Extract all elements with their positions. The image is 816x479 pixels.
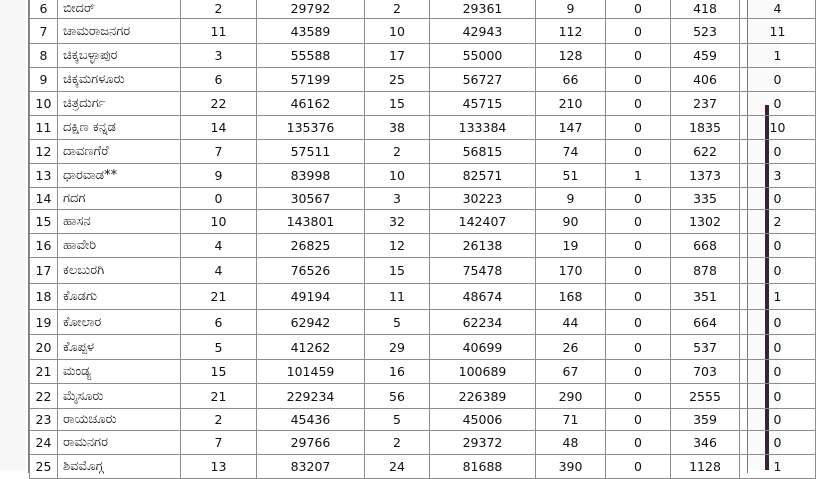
col-7-value: 1302 (671, 210, 740, 234)
col-4-value: 56727 (430, 68, 536, 92)
col-1-value: 5 (181, 335, 257, 360)
col-8-value: 0 (740, 188, 816, 210)
serial-number: 9 (30, 68, 58, 92)
col-4-value: 56815 (430, 140, 536, 164)
district-name: ಬೀದರ್ (58, 0, 181, 19)
col-6-value: 0 (606, 310, 671, 335)
col-6-value: 0 (606, 140, 671, 164)
district-name: ಕೊಪ್ಪಳ (58, 335, 181, 360)
serial-number: 22 (30, 384, 58, 409)
col-6-value: 0 (606, 431, 671, 455)
col-1-value: 4 (181, 234, 257, 258)
col-3-value: 2 (365, 140, 430, 164)
col-2-value: 49194 (257, 284, 365, 310)
col-2-value: 101459 (257, 360, 365, 384)
col-5-value: 67 (536, 360, 606, 384)
col-2-value: 76526 (257, 258, 365, 284)
col-5-value: 147 (536, 116, 606, 140)
col-4-value: 48674 (430, 284, 536, 310)
col-3-value: 29 (365, 335, 430, 360)
serial-number: 8 (30, 44, 58, 68)
district-name: ಮೈಸೂರು (58, 384, 181, 409)
col-3-value: 15 (365, 92, 430, 116)
col-4-value: 62234 (430, 310, 536, 335)
district-name: ಶಿವಮೊಗ್ಗ (58, 455, 181, 479)
table-row (30, 360, 816, 384)
col-8-value: 1 (740, 284, 816, 310)
col-3-value: 24 (365, 455, 430, 479)
col-2-value: 83998 (257, 164, 365, 188)
col-4-value: 81688 (430, 455, 536, 479)
col-3-value: 2 (365, 0, 430, 19)
col-2-value: 29766 (257, 431, 365, 455)
col-8-value: 10 (740, 116, 816, 140)
col-1-value: 14 (181, 116, 257, 140)
col-8-value: 1 (740, 455, 816, 479)
col-5-value: 9 (536, 188, 606, 210)
col-7-value: 237 (671, 92, 740, 116)
serial-number: 16 (30, 234, 58, 258)
col-2-value: 46162 (257, 92, 365, 116)
table-row (30, 44, 816, 68)
serial-number: 11 (30, 116, 58, 140)
col-6-value: 0 (606, 409, 671, 431)
col-1-value: 11 (181, 19, 257, 44)
col-4-value: 100689 (430, 360, 536, 384)
district-name: ಗದಗ (58, 188, 181, 210)
col-8-value: 0 (740, 258, 816, 284)
col-7-value: 359 (671, 409, 740, 431)
col-5-value: 26 (536, 335, 606, 360)
col-3-value: 32 (365, 210, 430, 234)
col-7-value: 664 (671, 310, 740, 335)
col-7-value: 523 (671, 19, 740, 44)
col-3-value: 2 (365, 431, 430, 455)
col-2-value: 43589 (257, 19, 365, 44)
col-4-value: 55000 (430, 44, 536, 68)
col-3-value: 5 (365, 409, 430, 431)
col-7-value: 406 (671, 68, 740, 92)
col-8-value: 0 (740, 409, 816, 431)
col-7-value: 459 (671, 44, 740, 68)
table-row (30, 0, 816, 19)
col-1-value: 6 (181, 310, 257, 335)
col-6-value: 1 (606, 164, 671, 188)
serial-number: 23 (30, 409, 58, 431)
col-3-value: 38 (365, 116, 430, 140)
serial-number: 13 (30, 164, 58, 188)
col-5-value: 390 (536, 455, 606, 479)
district-name: ಚಿತ್ರದುರ್ಗ (58, 92, 181, 116)
serial-number: 10 (30, 92, 58, 116)
serial-number: 21 (30, 360, 58, 384)
col-8-value: 0 (740, 92, 816, 116)
col-7-value: 351 (671, 284, 740, 310)
col-7-value: 418 (671, 0, 740, 19)
col-2-value: 45436 (257, 409, 365, 431)
col-3-value: 17 (365, 44, 430, 68)
table-row (30, 234, 816, 258)
col-4-value: 82571 (430, 164, 536, 188)
table-row (30, 68, 816, 92)
col-5-value: 66 (536, 68, 606, 92)
col-6-value: 0 (606, 384, 671, 409)
col-5-value: 290 (536, 384, 606, 409)
col-2-value: 57511 (257, 140, 365, 164)
col-8-value: 0 (740, 431, 816, 455)
col-4-value: 29361 (430, 0, 536, 19)
col-3-value: 12 (365, 234, 430, 258)
col-6-value: 0 (606, 19, 671, 44)
col-7-value: 1835 (671, 116, 740, 140)
district-name: ಚಿಕ್ಕಮಗಳೂರು (58, 68, 181, 92)
col-2-value: 41262 (257, 335, 365, 360)
col-6-value: 0 (606, 210, 671, 234)
col-8-value: 0 (740, 335, 816, 360)
col-1-value: 6 (181, 68, 257, 92)
serial-number: 14 (30, 188, 58, 210)
col-5-value: 19 (536, 234, 606, 258)
table-row (30, 409, 816, 431)
col-1-value: 15 (181, 360, 257, 384)
col-5-value: 112 (536, 19, 606, 44)
col-4-value: 42943 (430, 19, 536, 44)
col-7-value: 1128 (671, 455, 740, 479)
col-6-value: 0 (606, 68, 671, 92)
col-7-value: 622 (671, 140, 740, 164)
col-1-value: 9 (181, 164, 257, 188)
col-8-value: 0 (740, 310, 816, 335)
district-name: ದಕ್ಷಿಣ ಕನ್ನಡ (58, 116, 181, 140)
district-name: ಚಾಮರಾಜನಗರ (58, 19, 181, 44)
col-7-value: 878 (671, 258, 740, 284)
serial-number: 6 (30, 0, 58, 19)
col-1-value: 10 (181, 210, 257, 234)
col-6-value: 0 (606, 258, 671, 284)
col-5-value: 128 (536, 44, 606, 68)
col-6-value: 0 (606, 188, 671, 210)
col-6-value: 0 (606, 92, 671, 116)
district-name: ರಾಮನಗರ (58, 431, 181, 455)
col-7-value: 668 (671, 234, 740, 258)
col-1-value: 2 (181, 0, 257, 19)
col-7-value: 537 (671, 335, 740, 360)
col-6-value: 0 (606, 234, 671, 258)
col-4-value: 133384 (430, 116, 536, 140)
col-3-value: 3 (365, 188, 430, 210)
col-4-value: 75478 (430, 258, 536, 284)
col-1-value: 21 (181, 284, 257, 310)
table-row (30, 310, 816, 335)
table-row (30, 188, 816, 210)
col-7-value: 335 (671, 188, 740, 210)
col-8-value: 0 (740, 68, 816, 92)
district-name: ದಾವಣಗೆರೆ (58, 140, 181, 164)
col-6-value: 0 (606, 284, 671, 310)
table-row (30, 455, 816, 479)
col-2-value: 26825 (257, 234, 365, 258)
table-row (30, 384, 816, 409)
col-8-value: 1 (740, 44, 816, 68)
col-5-value: 44 (536, 310, 606, 335)
table-row (30, 92, 816, 116)
serial-number: 25 (30, 455, 58, 479)
col-2-value: 143801 (257, 210, 365, 234)
district-name: ಕೊಡಗು (58, 284, 181, 310)
col-1-value: 3 (181, 44, 257, 68)
col-4-value: 29372 (430, 431, 536, 455)
table-row (30, 210, 816, 234)
col-5-value: 71 (536, 409, 606, 431)
col-7-value: 346 (671, 431, 740, 455)
table-body (30, 0, 816, 479)
col-2-value: 57199 (257, 68, 365, 92)
district-name: ಹಾವೇರಿ (58, 234, 181, 258)
col-4-value: 45006 (430, 409, 536, 431)
table-row (30, 19, 816, 44)
serial-number: 18 (30, 284, 58, 310)
table-row (30, 164, 816, 188)
serial-number: 15 (30, 210, 58, 234)
col-4-value: 45715 (430, 92, 536, 116)
col-1-value: 7 (181, 140, 257, 164)
col-6-value: 0 (606, 360, 671, 384)
col-3-value: 11 (365, 284, 430, 310)
serial-number: 19 (30, 310, 58, 335)
table-row (30, 116, 816, 140)
col-1-value: 21 (181, 384, 257, 409)
serial-number: 17 (30, 258, 58, 284)
col-5-value: 51 (536, 164, 606, 188)
col-6-value: 0 (606, 116, 671, 140)
col-8-value: 0 (740, 140, 816, 164)
district-name: ಧಾರವಾಡ** (58, 164, 181, 188)
col-5-value: 48 (536, 431, 606, 455)
col-5-value: 90 (536, 210, 606, 234)
table-row (30, 284, 816, 310)
district-name: ಕೋಲಾರ (58, 310, 181, 335)
col-8-value: 4 (740, 0, 816, 19)
serial-number: 24 (30, 431, 58, 455)
col-2-value: 229234 (257, 384, 365, 409)
col-1-value: 13 (181, 455, 257, 479)
district-name: ರಾಯಚೂರು (58, 409, 181, 431)
col-3-value: 25 (365, 68, 430, 92)
col-6-value: 0 (606, 335, 671, 360)
col-8-value: 0 (740, 384, 816, 409)
col-7-value: 1373 (671, 164, 740, 188)
table-row (30, 140, 816, 164)
col-2-value: 55588 (257, 44, 365, 68)
col-8-value: 3 (740, 164, 816, 188)
col-4-value: 226389 (430, 384, 536, 409)
table-row (30, 258, 816, 284)
col-4-value: 40699 (430, 335, 536, 360)
col-4-value: 142407 (430, 210, 536, 234)
col-5-value: 170 (536, 258, 606, 284)
col-1-value: 0 (181, 188, 257, 210)
col-2-value: 135376 (257, 116, 365, 140)
serial-number: 20 (30, 335, 58, 360)
col-7-value: 703 (671, 360, 740, 384)
col-8-value: 2 (740, 210, 816, 234)
col-3-value: 15 (365, 258, 430, 284)
col-6-value: 0 (606, 455, 671, 479)
col-4-value: 26138 (430, 234, 536, 258)
table-row (30, 335, 816, 360)
col-2-value: 30567 (257, 188, 365, 210)
col-5-value: 9 (536, 0, 606, 19)
district-table-page (28, 0, 786, 474)
col-3-value: 5 (365, 310, 430, 335)
district-name: ಕಲಬುರಗಿ (58, 258, 181, 284)
col-7-value: 2555 (671, 384, 740, 409)
col-3-value: 10 (365, 19, 430, 44)
left-margin (0, 0, 26, 470)
col-8-value: 11 (740, 19, 816, 44)
col-6-value: 0 (606, 0, 671, 19)
col-3-value: 56 (365, 384, 430, 409)
district-name: ಚಿಕ್ಕಬಳ್ಳಾಪುರ (58, 44, 181, 68)
col-1-value: 7 (181, 431, 257, 455)
serial-number: 7 (30, 19, 58, 44)
serial-number: 12 (30, 140, 58, 164)
col-1-value: 22 (181, 92, 257, 116)
col-6-value: 0 (606, 44, 671, 68)
col-8-value: 0 (740, 234, 816, 258)
col-2-value: 29792 (257, 0, 365, 19)
table-row (30, 431, 816, 455)
col-2-value: 83207 (257, 455, 365, 479)
col-5-value: 210 (536, 92, 606, 116)
col-3-value: 10 (365, 164, 430, 188)
col-1-value: 4 (181, 258, 257, 284)
district-covid-table (29, 0, 816, 479)
district-name: ಹಾಸನ (58, 210, 181, 234)
col-4-value: 30223 (430, 188, 536, 210)
col-5-value: 168 (536, 284, 606, 310)
col-2-value: 62942 (257, 310, 365, 335)
col-1-value: 2 (181, 409, 257, 431)
col-3-value: 16 (365, 360, 430, 384)
district-name: ಮಂಡ್ಯ (58, 360, 181, 384)
col-8-value: 0 (740, 360, 816, 384)
col-5-value: 74 (536, 140, 606, 164)
